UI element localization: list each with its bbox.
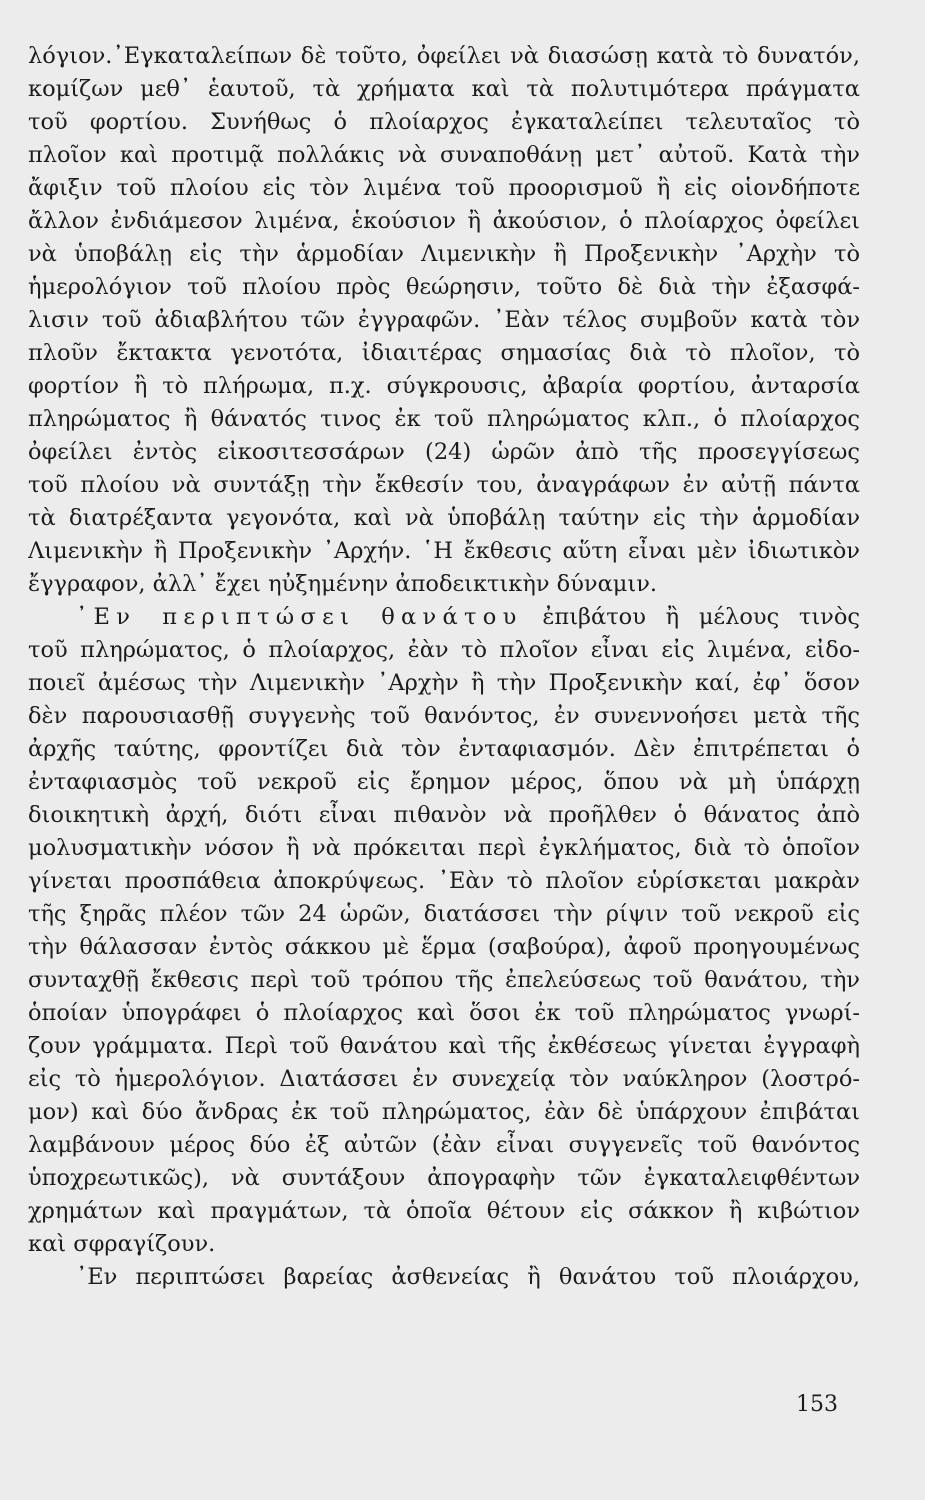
text-line: πληρώματος ἢ θάνατός τινος ἐκ τοῦ πληρώματος κλπ., ὁ πλοίαρχος	[28, 406, 860, 432]
text-line: εἰς τὸ ἡμερολόγιον. Διατάσσει ἐν συνεχείᾳ τὸν ναύκληρον (λοστρό-	[28, 1066, 860, 1092]
text-line: τοῦ φορτίου. Συνήθως ὁ πλοίαρχος ἐγκαταλείπει τελευταῖος τὸ	[28, 109, 860, 135]
text-line: γίνεται προσπάθεια ἀποκρύψεως. ᾽Εὰν τὸ πλοῖον εὑρίσκεται μακρὰν	[28, 868, 860, 894]
text-line: ἡμερολόγιον τοῦ πλοίου πρὸς θεώρησιν, τοῦτο δὲ διὰ τὴν ἐξασφά-	[28, 274, 860, 300]
text-line: ἄλλον ἐνδιάμεσον λιμένα, ἑκούσιον ἢ ἀκούσιον, ὁ πλοίαρχος ὀφείλει	[28, 208, 860, 234]
body-text	[28, 40, 860, 1294]
text-line	[28, 601, 860, 634]
text-line: νὰ ὑποβάλῃ εἰς τὴν ἁρμοδίαν Λιμενικὴν ἢ Προξενικὴν ᾽Αρχὴν τὸ	[28, 241, 860, 267]
text-line: φορτίον ἢ τὸ πλήρωμα, π.χ. σύγκρουσις, ἀβαρία φορτίου, ἀνταρσία	[28, 373, 860, 399]
text-line: λισιν τοῦ ἀδιαβλήτου τῶν ἐγγραφῶν. ᾽Εὰν τέλος συμβοῦν κατὰ τὸν	[28, 307, 860, 333]
page-number: 153	[796, 1392, 838, 1417]
text-line: ὑποχρεωτικῶς), νὰ συντάξουν ἀπογραφὴν τῶν ἐγκαταλειφθέντων	[28, 1165, 860, 1191]
paragraph-2	[28, 601, 860, 1261]
text-line: ᾽Εν περιπτώσει βαρείας ἀσθενείας ἢ θανάτου τοῦ πλοιάρχου,	[76, 1264, 860, 1290]
text-line: ὁποίαν ὑπογράφει ὁ πλοίαρχος καὶ ὅσοι ἐκ τοῦ πληρώματος γνωρί-	[28, 1000, 860, 1026]
text-line: διοικητικὴ ἀρχή, διότι εἶναι πιθανὸν νὰ προῆλθεν ὁ θάνατος ἀπὸ	[28, 802, 860, 828]
paragraph-1	[28, 40, 860, 601]
text-line: μολυσματικὴν νόσον ἢ νὰ πρόκειται περὶ ἐγκλήματος, διὰ τὸ ὁποῖον	[28, 835, 860, 861]
paragraph-3	[28, 1261, 860, 1294]
text-line: τῆς ξηρᾶς πλέον τῶν 24 ὡρῶν, διατάσσει τὴν ρίψιν τοῦ νεκροῦ εἰς	[28, 901, 860, 927]
text-line: χρημάτων καὶ πραγμάτων, τὰ ὁποῖα θέτουν εἰς σάκκον ἢ κιβώτιον	[28, 1198, 860, 1224]
text-line: ἐνταφιασμὸς τοῦ νεκροῦ εἰς ἔρημον μέρος, ὅπου νὰ μὴ ὑπάρχῃ	[28, 769, 860, 795]
text-line: ζουν γράμματα. Περὶ τοῦ θανάτου καὶ τῆς ἐκθέσεως γίνεται ἐγγραφὴ	[28, 1033, 860, 1059]
text-line: τοῦ πληρώματος, ὁ πλοίαρχος, ἐὰν τὸ πλοῖον εἶναι εἰς λιμένα, εἰδο-	[28, 637, 860, 663]
text-line: τὰ διατρέξαντα γεγονότα, καὶ νὰ ὑποβάλῃ ταύτην εἰς τὴν ἁρμοδίαν	[28, 505, 860, 531]
text-line: λαμβάνουν μέρος δύο ἐξ αὐτῶν (ἐὰν εἶναι συγγενεῖς τοῦ θανόντος	[28, 1132, 860, 1158]
text-line: ὀφείλει ἐντὸς εἰκοσιτεσσάρων (24) ὡρῶν ἀπὸ τῆς προσεγγίσεως	[28, 439, 860, 465]
text-line: Λιμενικὴν ἢ Προξενικὴν ᾽Αρχήν. ῾Η ἔκθεσις αὕτη εἶναι μὲν ἰδιωτικὸν	[28, 538, 860, 564]
text-line: τοῦ πλοίου νὰ συντάξῃ τὴν ἔκθεσίν του, ἀναγράφων ἐν αὐτῇ πάντα	[28, 472, 860, 498]
text-line: ἀρχῆς ταύτης, φροντίζει διὰ τὸν ἐνταφιασμόν. Δὲν ἐπιτρέπεται ὁ	[28, 736, 860, 762]
text-line: ποιεῖ ἀμέσως τὴν Λιμενικὴν ᾽Αρχὴν ἢ τὴν Προξενικὴν καί, ἐφ᾽ ὅσον	[28, 670, 860, 696]
text-line: συνταχθῇ ἔκθεσις περὶ τοῦ τρόπου τῆς ἐπελεύσεως τοῦ θανάτου, τὴν	[28, 967, 860, 993]
text-line: ἄφιξιν τοῦ πλοίου εἰς τὸν λιμένα τοῦ προορισμοῦ ἢ εἰς οἱονδήποτε	[28, 175, 860, 201]
spaced-heading: ᾽Εν περιπτώσει θανάτου	[76, 604, 523, 630]
text-line-rest: ἐπιβάτου ἢ μέλους τινὸς	[522, 604, 860, 630]
text-line: μον) καὶ δύο ἄνδρας ἐκ τοῦ πληρώματος, ἐὰν δὲ ὑπάρχουν ἐπιβάται	[28, 1099, 860, 1125]
text-line: τὴν θάλασσαν ἐντὸς σάκκου μὲ ἕρμα (σαβούρα), ἀφοῦ προηγουμένως	[28, 934, 860, 960]
text-line: πλοῦν ἔκτακτα γενοτότα, ἰδιαιτέρας σημασίας διὰ τὸ πλοῖον, τὸ	[28, 340, 860, 366]
text-line: ἔγγραφον, ἀλλ᾽ ἔχει ηὐξημένην ἀποδεικτικὴν δύναμιν.	[28, 571, 658, 597]
text-line: δὲν παρουσιασθῇ συγγενὴς τοῦ θανόντος, ἐν συνεννοήσει μετὰ τῆς	[28, 703, 860, 729]
text-line: λόγιον.᾽Εγκαταλείπων δὲ τοῦτο, ὀφείλει νὰ διασώσῃ κατὰ τὸ δυνατόν,	[28, 43, 860, 69]
text-line: καὶ σφραγίζουν.	[28, 1231, 216, 1257]
text-line: πλοῖον καὶ προτιμᾷ πολλάκις νὰ συναποθάνῃ μετ᾽ αὐτοῦ. Κατὰ τὴν	[28, 142, 860, 168]
text-line: κομίζων μεθ᾽ ἑαυτοῦ, τὰ χρήματα καὶ τὰ πολυτιμότερα πράγματα	[28, 76, 860, 102]
